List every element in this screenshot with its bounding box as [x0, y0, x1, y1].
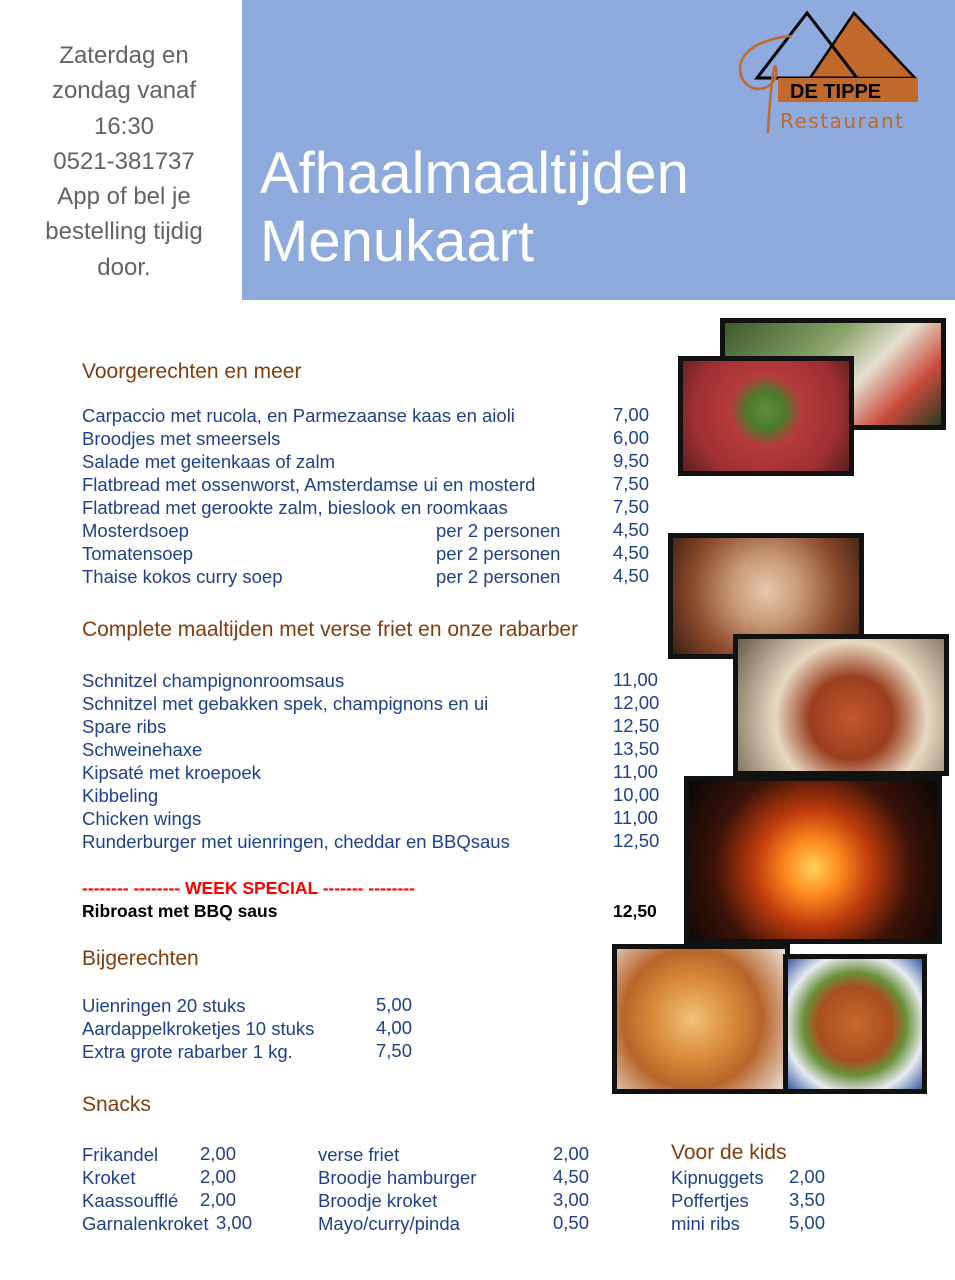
menu-item-price: 9,50 — [613, 450, 650, 471]
menu-item-name: Mosterdsoep — [82, 520, 189, 541]
menu-item-price: 4,50 — [613, 542, 650, 563]
menu-item-name: Flatbread met ossenworst, Amsterdamse ui en mosterd — [82, 474, 536, 495]
menu-item-name: Spare ribs — [82, 716, 167, 737]
menu-item-price: 11,00 — [613, 761, 658, 782]
menu-item-price: 4,00 — [376, 1017, 413, 1038]
week-special-price: 12,50 — [613, 901, 657, 921]
section-heading-maaltijden: Complete maaltijden met verse friet en onze rabarber — [82, 618, 579, 641]
section-heading-voorgerechten: Voorgerechten en meer — [82, 360, 302, 383]
kids-item-price: 2,00 — [789, 1166, 826, 1187]
menu-item-name: Thaise kokos curry soep — [82, 566, 283, 587]
snack-name: verse friet — [318, 1144, 400, 1165]
menu-item-price: 12,50 — [613, 830, 660, 851]
week-special-banner: -------- -------- WEEK SPECIAL ------- -------- — [82, 878, 415, 898]
kids-item-price: 5,00 — [789, 1212, 826, 1233]
kroketjes-photo — [783, 954, 927, 1094]
menu-item-price: 12,00 — [613, 692, 660, 713]
snack-name: Frikandel — [82, 1144, 159, 1165]
hours-line: bestelling tijdig — [45, 218, 203, 246]
menu-item-name: Salade met geitenkaas of zalm — [82, 451, 335, 472]
title-line-1: Afhaalmaaltijden — [260, 141, 689, 206]
menu-item-price: 5,00 — [376, 994, 413, 1015]
chicken-wings-photo — [733, 634, 949, 776]
kids-item-name: Poffertjes — [671, 1190, 749, 1211]
menu-item-name: Schnitzel champignonroomsaus — [82, 670, 345, 691]
menu-item-name: Flatbread met gerookte zalm, bieslook en roomkaas — [82, 497, 508, 518]
menu-item-price: 4,50 — [613, 519, 650, 540]
hours-line: door. — [97, 253, 151, 281]
menu-item-price: 10,00 — [613, 784, 660, 805]
snack-price: 2,00 — [200, 1166, 237, 1187]
menu-item-name: Schnitzel met gebakken spek, champignons en ui — [82, 693, 489, 714]
snack-name: Kaassoufflé — [82, 1190, 179, 1211]
mountain-logo-icon — [732, 8, 922, 138]
menu-item-name: Tomatensoep — [82, 543, 194, 564]
kids-item-price: 3,50 — [789, 1189, 826, 1210]
menu-item-price: 4,50 — [613, 565, 650, 586]
menu-item-note: per 2 personen — [436, 520, 561, 541]
logo-text-bottom: Restaurant — [780, 109, 905, 133]
menu-item-name: Kipsaté met kroepoek — [82, 762, 261, 783]
section-heading-kids: Voor de kids — [671, 1141, 787, 1164]
snack-name: Mayo/curry/pinda — [318, 1213, 460, 1234]
snack-price: 4,50 — [553, 1166, 590, 1187]
restaurant-logo — [732, 8, 922, 138]
menu-item-name: Carpaccio met rucola, en Parmezaanse kaas en aioli — [82, 405, 515, 426]
hours-line: zondag vanaf — [51, 77, 197, 105]
menu-item-name: Broodjes met smeersels — [82, 428, 281, 449]
logo-text-top: DE TIPPE — [790, 81, 882, 103]
section-heading-bijgerechten: Bijgerechten — [82, 947, 199, 970]
snack-price: 3,00 — [216, 1212, 253, 1233]
menu-item-price: 7,00 — [613, 404, 650, 425]
phone-number: 0521-381737 — [53, 147, 195, 175]
menu-item-note: per 2 personen — [436, 543, 561, 564]
snack-name: Garnalenkroket — [82, 1213, 209, 1234]
snack-price: 3,00 — [553, 1189, 590, 1210]
menu-item-price: 6,00 — [613, 427, 650, 448]
week-special-item: Ribroast met BBQ saus — [82, 901, 278, 921]
hours-line: Zaterdag en — [59, 42, 189, 69]
section-heading-snacks: Snacks — [82, 1093, 151, 1116]
opening-hours — [10, 38, 238, 285]
snack-name: Broodje kroket — [318, 1190, 438, 1211]
menu-item-price: 7,50 — [613, 473, 650, 494]
menu-item-name: Uienringen 20 stuks — [82, 995, 246, 1016]
snack-name: Broodje hamburger — [318, 1167, 477, 1188]
snack-price: 2,00 — [553, 1143, 590, 1164]
carpaccio-photo — [678, 356, 854, 476]
kids-item-name: mini ribs — [671, 1213, 740, 1234]
menu-item-price: 13,50 — [613, 738, 660, 759]
snack-name: Kroket — [82, 1167, 136, 1188]
page-title — [260, 140, 689, 276]
menu-item-name: Chicken wings — [82, 808, 202, 829]
menu-item-name: Runderburger met uienringen, cheddar en BBQsaus — [82, 831, 510, 852]
menu-item-price: 7,50 — [613, 496, 650, 517]
menu-item-name: Extra grote rabarber 1 kg. — [82, 1041, 293, 1062]
menu-item-name: Schweinehaxe — [82, 739, 203, 760]
menu-item-name: Kibbeling — [82, 785, 159, 806]
menu-item-price: 12,50 — [613, 715, 660, 736]
menu-item-price: 11,00 — [613, 669, 658, 690]
title-line-2: Menukaart — [260, 209, 535, 274]
hours-line: App of bel je — [57, 183, 191, 211]
snack-price: 2,00 — [200, 1189, 237, 1210]
kids-item-name: Kipnuggets — [671, 1167, 764, 1188]
menu-item-price: 11,00 — [613, 807, 658, 828]
hours-line: 16:30 — [93, 112, 155, 140]
onion-rings-photo — [612, 944, 790, 1094]
menu-item-note: per 2 personen — [436, 566, 561, 587]
burger-fire-photo — [684, 776, 942, 944]
snack-price: 2,00 — [200, 1143, 237, 1164]
menu-item-price: 7,50 — [376, 1040, 413, 1061]
snack-price: 0,50 — [553, 1212, 590, 1233]
menu-item-name: Aardappelkroketjes 10 stuks — [82, 1018, 315, 1039]
